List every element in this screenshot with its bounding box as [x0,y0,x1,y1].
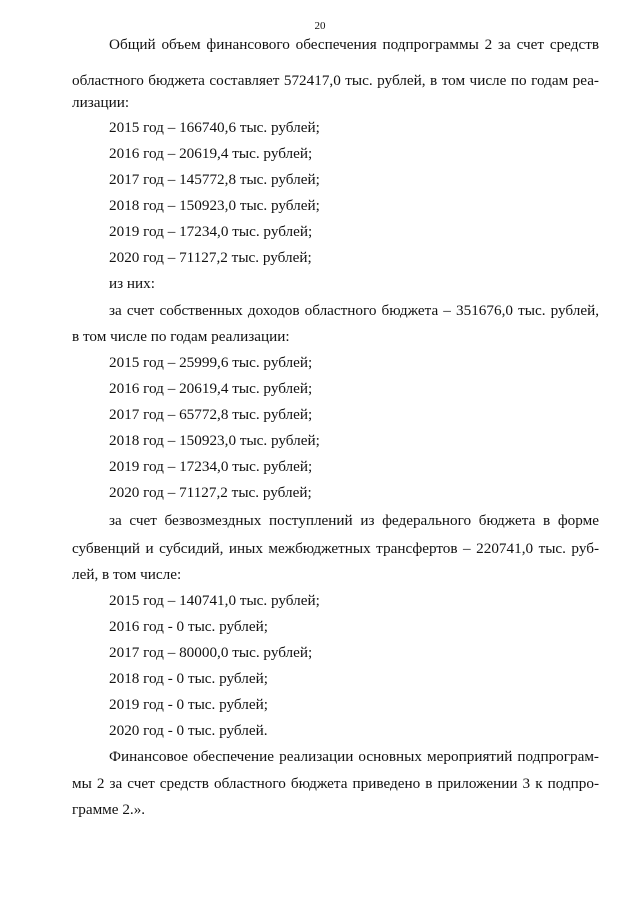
text-line: 2015 год – 166740,6 тыс. рублей; [109,119,320,136]
text-line: 2019 год – 17234,0 тыс. рублей; [109,223,313,240]
text-line: 2020 год - 0 тыс. рублей. [109,722,268,739]
text-line: лей, в том числе: [72,566,182,583]
text-line: за счет безвозмездных поступлений из федерального бюджета в форме [109,512,599,529]
text-line: 2020 год – 71127,2 тыс. рублей; [109,484,312,501]
text-line: 2018 год – 150923,0 тыс. рублей; [109,197,320,214]
text-line: субвенций и субсидий, иных межбюджетных трансфертов – 220741,0 тыс. руб- [72,540,599,557]
text-line: Финансовое обеспечение реализации основных мероприятий подпрограм- [109,748,599,765]
text-line: грамме 2.». [72,801,146,818]
text-line: в том числе по годам реализации: [72,328,290,345]
text-line: из них: [109,275,155,292]
text-line: 2017 год – 80000,0 тыс. рублей; [109,644,313,661]
text-line: 2017 год – 145772,8 тыс. рублей; [109,171,320,188]
text-line: 2016 год - 0 тыс. рублей; [109,618,268,635]
text-line: мы 2 за счет средств областного бюджета приведено в приложении 3 к подпро- [72,775,599,792]
page-number: 20 [314,20,326,32]
text-line: областного бюджета составляет 572417,0 тыс. рублей, в том числе по годам реа- [72,72,599,89]
text-line: 2019 год – 17234,0 тыс. рублей; [109,458,313,475]
text-line: 2016 год – 20619,4 тыс. рублей; [109,145,313,162]
text-line: 2018 год – 150923,0 тыс. рублей; [109,432,320,449]
text-line: 2015 год – 140741,0 тыс. рублей; [109,592,320,609]
text-line: 2016 год – 20619,4 тыс. рублей; [109,380,313,397]
text-line: 2019 год - 0 тыс. рублей; [109,696,268,713]
text-line: 2020 год – 71127,2 тыс. рублей; [109,249,312,266]
text-line: за счет собственных доходов областного бюджета – 351676,0 тыс. рублей, [109,302,599,319]
text-line: 2015 год – 25999,6 тыс. рублей; [109,354,313,371]
text-line: 2018 год - 0 тыс. рублей; [109,670,268,687]
text-line: лизации: [72,94,130,111]
text-line: Общий объем финансового обеспечения подпрограммы 2 за счет средств [109,36,599,53]
text-line: 2017 год – 65772,8 тыс. рублей; [109,406,313,423]
